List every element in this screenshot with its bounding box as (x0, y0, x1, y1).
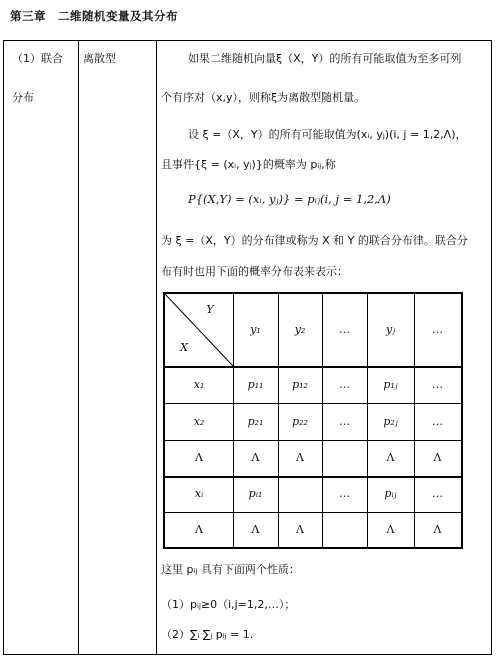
table-cell: … (339, 415, 350, 428)
paragraph-2-line-2: 且事件{ξ = (xᵢ, yⱼ)}的概率为 pᵢⱼ,称 (161, 158, 336, 171)
probability-formula: P{(X,Y) = (xᵢ, yⱼ)} = pᵢⱼ(i, j = 1,2,Λ) (188, 192, 391, 206)
paragraph-1-line-1: 如果二维随机向量ξ（X，Y）的所有可能取值为至多可列 (188, 52, 462, 65)
table-cell: Λ (433, 451, 442, 464)
row-label-line2: 分布 (12, 91, 34, 104)
table-row-line (165, 403, 461, 404)
paragraph-3-line-1: 为 ξ =（X，Y）的分布律或称为 X 和 Y 的联合分布律。联合分 (161, 234, 468, 247)
paragraph-2-line-1: 设 ξ =（X，Y）的所有可能取值为(xᵢ, yⱼ)(i, j = 1,2,Λ)， (188, 128, 467, 141)
row-label-line1: （1）联合 (12, 52, 63, 65)
paragraph-3-line-2: 布有时也用下面的概率分布表来表示： (161, 265, 348, 278)
chapter-heading: 第三章 二维随机变量及其分布 (10, 9, 178, 23)
table-cell: Λ (386, 451, 395, 464)
table-cell: p₁₁ (247, 378, 264, 391)
table-cell: p₂ⱼ (383, 415, 398, 428)
column-divider-1 (78, 40, 79, 655)
table-cell: pᵢ₁ (248, 487, 263, 500)
table-cell: Λ (251, 523, 260, 536)
table-header-cell: y₁ (250, 323, 261, 336)
corner-y-label: Y (206, 303, 214, 316)
table-row-line (165, 440, 461, 441)
property-2: （2）∑ᵢ ∑ⱼ pᵢⱼ = 1. (161, 628, 254, 641)
table-cell: p₁₂ (292, 378, 308, 391)
table-cell: Λ (296, 523, 304, 536)
table-cell: pᵢⱼ (384, 487, 397, 500)
table-row-header: Λ (195, 523, 203, 536)
table-header-cell: yⱼ (385, 323, 396, 336)
table-row-line (165, 476, 461, 478)
table-cell: Λ (433, 523, 442, 536)
table-cell: Λ (251, 451, 260, 464)
paragraph-1-line-2: 个有序对（x,y），则称ξ为离散型随机量。 (161, 91, 366, 104)
table-cell: Λ (296, 451, 304, 464)
property-1: （1）pᵢⱼ≥0（i,j=1,2,…）； (161, 598, 296, 611)
table-header-cell: y₂ (294, 323, 306, 336)
column-divider-2 (156, 40, 157, 655)
table-cell: p₂₁ (247, 415, 264, 428)
table-cell: … (339, 378, 350, 391)
table-header-cell: … (339, 323, 350, 336)
category-label: 离散型 (83, 52, 116, 65)
table-cell: … (432, 378, 443, 391)
table-cell: p₁ⱼ (383, 378, 398, 391)
table-cell: Λ (386, 523, 395, 536)
corner-x-label: X (180, 341, 188, 354)
table-cell: … (432, 487, 443, 500)
corner-diagonal (165, 294, 233, 366)
table-row-header: xᵢ (194, 487, 204, 500)
properties-intro: 这里 pᵢⱼ 具有下面两个性质： (161, 563, 300, 576)
table-cell: … (432, 415, 443, 428)
table-row-line (165, 512, 461, 513)
table-row-header: x₂ (193, 415, 205, 428)
table-cell: … (339, 487, 350, 500)
table-row-header: Λ (195, 451, 203, 464)
table-row-header: x₁ (193, 378, 205, 391)
table-header-rule (165, 366, 461, 368)
table-cell: p₂₂ (292, 415, 308, 428)
table-header-cell: … (432, 323, 443, 336)
